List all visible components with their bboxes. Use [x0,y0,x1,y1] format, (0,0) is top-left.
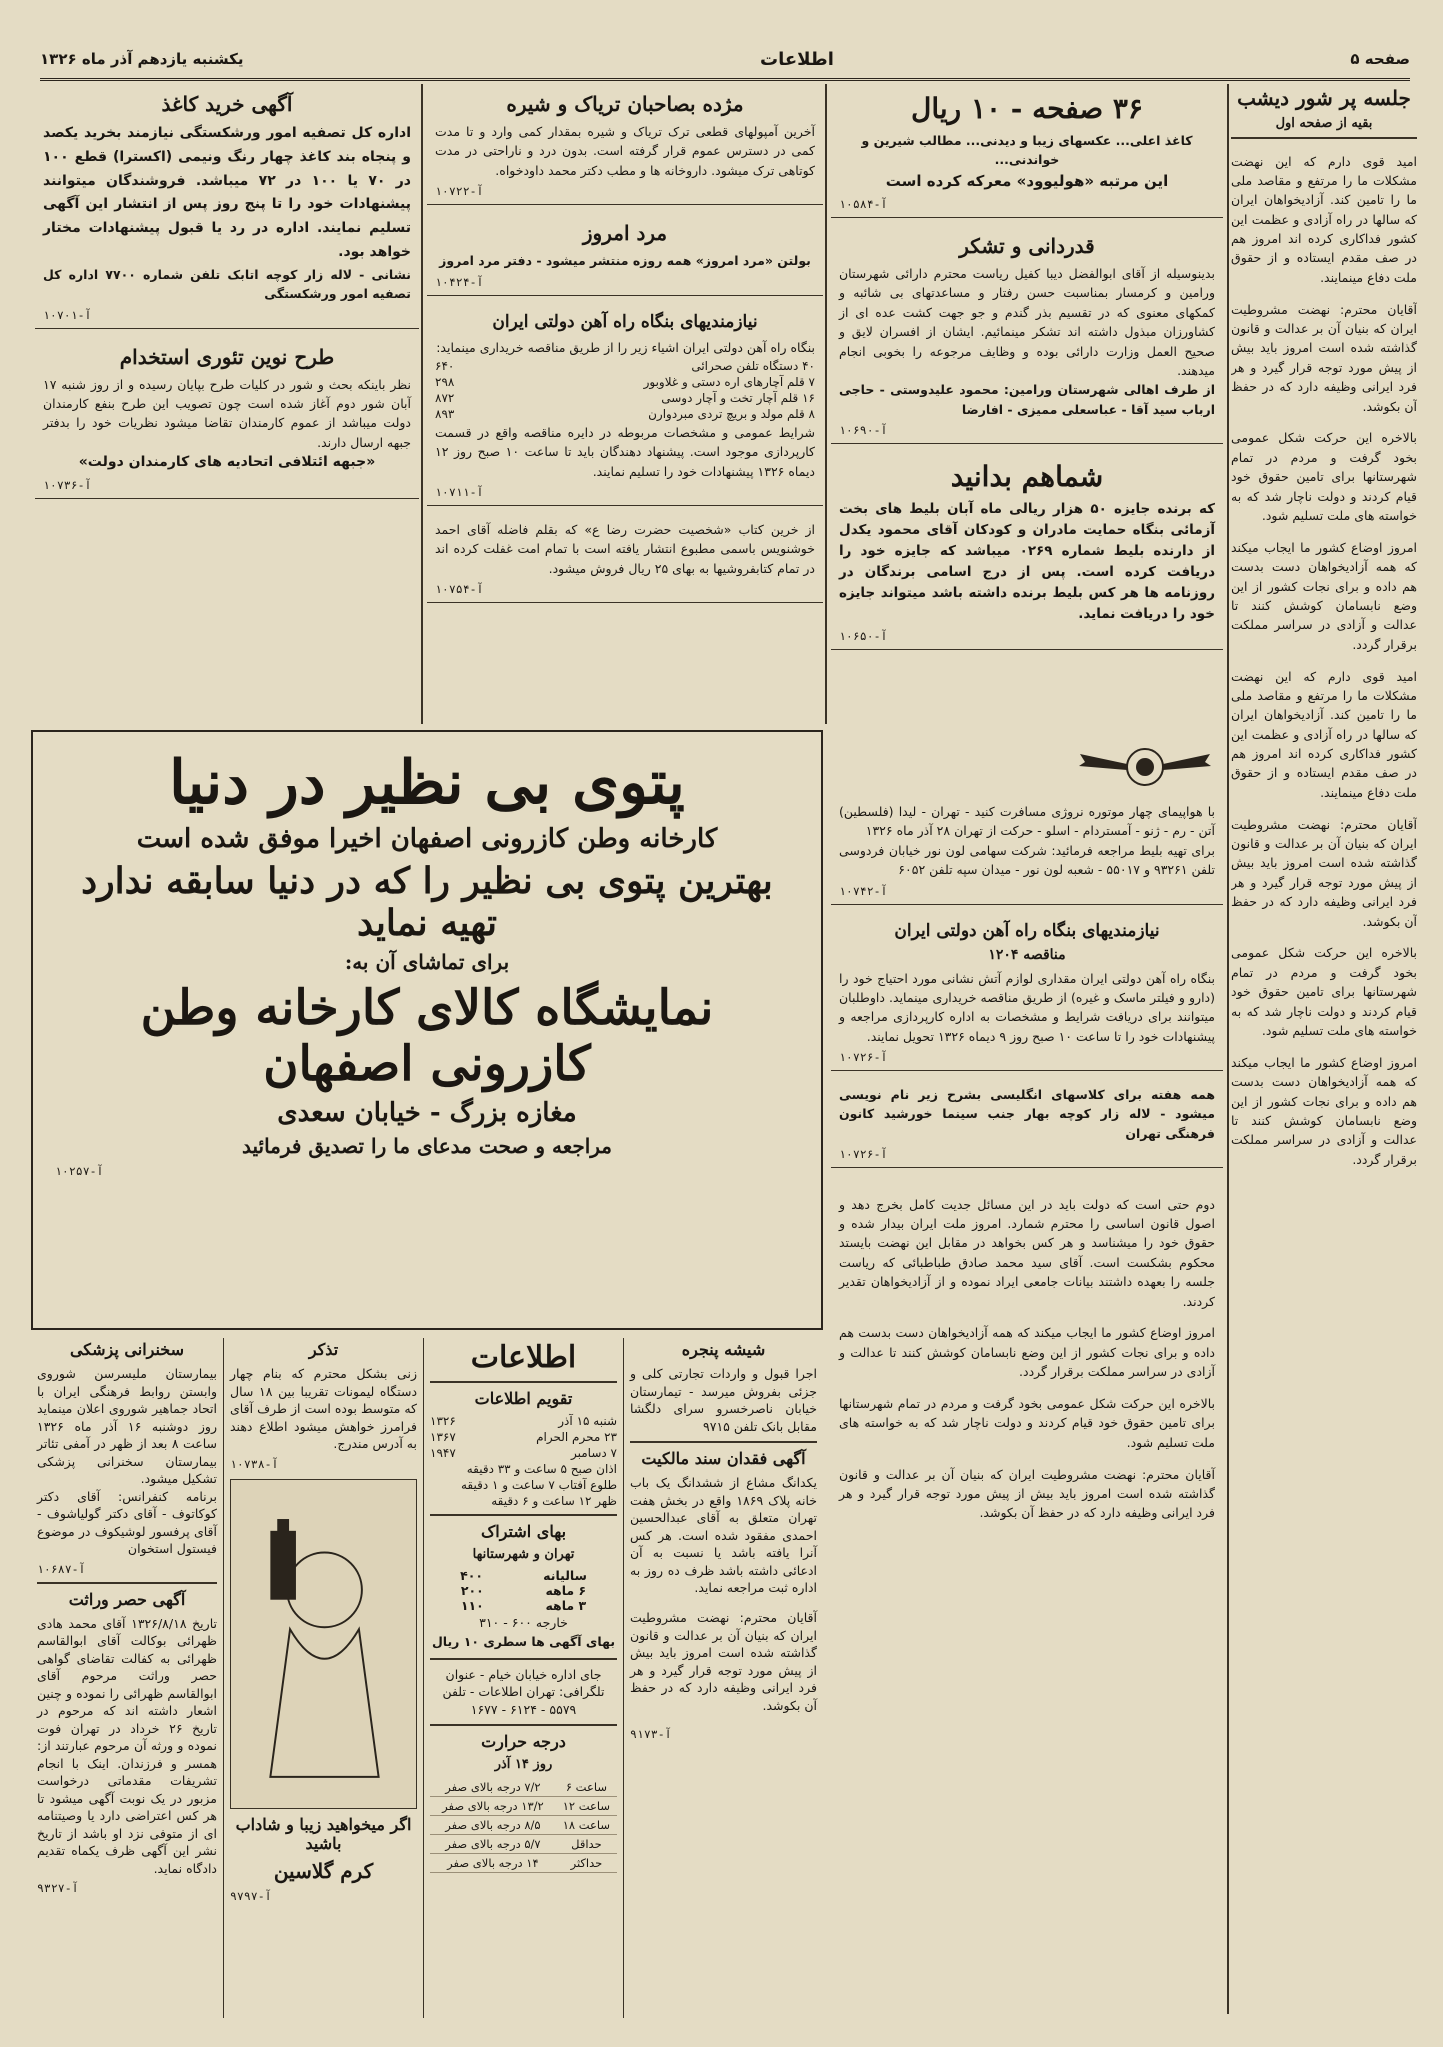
column-editorial [1231,84,1417,2014]
ad-subtitle: مناقصه ۱۲۰۴ [988,946,1066,963]
divider [37,1582,217,1584]
ad-body: که برنده جایزه ۵۰ هزار ریالی ماه آبان بلیط های بخت آزمائی بنگاه حمایت مادران و کودکان آقای محمود یکدل از دارنده بلیط شماره ۰۲۶۹ میباشد که جایزه خود را دریافت کرده است. پس از درج اسامی برندگان در روزنامه ها هر کس بلیط برنده داشته باشد میتواند جایزه خود را دریافت نماید. [839,501,1215,622]
temperature-time: حداکثر [556,1854,617,1873]
tender-item [435,375,815,389]
bottom-ads-grid [31,1338,823,2018]
subscription-price: ۱۱۰ [460,1598,484,1613]
tender-item-name: ۱۶ قلم آچار تخت و آچار دوسی [661,390,815,405]
ad-signature: «جبهه ائتلافی اتحادیه های کارمندان دولت» [78,454,376,471]
ad-body: همه هفته برای کلاسهای انگلیسی بشرح زیر نام نویسی میشود - لاله زار کوچه بهار جنب سینما خورشید کانون فرهنگی تهران [839,1087,1215,1141]
subscription-period: ۶ ماهه [545,1583,587,1598]
article-paragraph: بالاخره این حرکت شکل عمومی بخود گرفت و مردم در تمام شهرستانها برای تامین حقوق خود قیام کردند و دولت ناچار شد که به خواسته های ملت تسلیم شود. [1231,430,1417,523]
ad-title: آگهی فقدان سند مالکیت [641,1449,806,1468]
ad-ref: آ-۱۰۵۸۴ [839,197,888,211]
page-header [40,40,1410,81]
office-address: جای اداره خیابان خیام - عنوان تلگرافی: تهران اطلاعات - تلفن ۵۵۷۹ - ۶۱۲۴ - ۱۶۷۷ [442,1666,605,1717]
calendar-year: ۱۳۶۷ [430,1430,456,1444]
ad-line: کاغذ اعلی... عکسهای زیبا و دیدنی... مطالب شیرین و خواندنی... [861,133,1193,168]
cosmetic-ad-illustration [230,1479,417,1809]
tender-item-name: ۴۰ دستگاه تلفن صحرائی [691,358,815,373]
ad-airline [831,730,1223,905]
ad-ref: آ-۱۰۷۰۱ [43,307,92,322]
tender-item-name: ۷ قلم آچارهای اره دستی و غلاوبور [643,374,815,389]
subscription-prices [430,1568,617,1613]
ad-title: ۳۶ صفحه - ۱۰ ریال [911,92,1143,125]
ad-body: زنی بشکل محترم که بنام چهار دستگاه لیمونات تقریبا بین ۱۸ سال که متوسط بوده است از طرف آقای فرامرز خواهش میشود اطلاع دهند به آدرس مندرج. [230,1366,418,1451]
ad-ref: آ-۱۰۷۴۲ [839,883,888,898]
ad-title: قدردانی و تشکر [959,234,1095,258]
ad-body: شرایط عمومی و مشخصات مربوطه در دایره مناقصه واقع در قسمت کارپردازی موجود است. پیشنهاد دهندگان باید تا ساعت ۱۰ صبح روز ۱۲ دیماه ۱۳۲۶ پیشنهادات خود را تسلیم نمایند. [435,424,815,479]
ad-body: یکدانگ مشاع از ششدانگ یک باب خانه پلاک ۱۸۶۹ واقع در بخش هفت تهران متعلق به آقای عبدالحسین احمدی مفقود شده است. هر کس آنرا یافته باشد یا نسبت به آن ادعائی داشته باشد ظرف ده روز به اداره ثبت مراجعه نماید. [630,1475,817,1595]
subscription-row [430,1583,617,1598]
tender-item [435,391,815,405]
ad-contact: برای تهیه بلیط مراجعه فرمائید: شرکت سهامی لون نور خیابان فردوسی تلفن ۹۳۲۶۱ و ۵۵۰۱۷ - شعبه لون نور - میدان سپه تلفن ۶۰۵۲ [839,842,1215,878]
tender-item-qty: ۶۴۰ [435,358,455,373]
ad-body: بولتن «مرد امروز» همه روزه منتشر میشود - دفتر مرد امروز [439,253,811,269]
issue-date: یکشنبه یازدهم آذر ماه ۱۳۲۶ [40,50,244,68]
calendar-row [430,1446,617,1460]
ad-hollywood [831,84,1223,218]
ad-ref: آ-۱۰۲۵۷ [55,1164,104,1178]
airline-wings-logo [1075,742,1215,792]
calendar-row [430,1494,617,1508]
ad-ref: آ-۹۳۲۷ [37,1881,79,1895]
temperature-subtitle: روز ۱۴ آذر [494,1757,553,1773]
ad-employment-plan [35,337,419,499]
divider [430,1514,617,1516]
ad-thanks [831,226,1223,444]
tender-item-name: ۸ قلم مولد و بریچ تردی مبردوارن [648,406,815,421]
ad-title: نیازمندیهای بنگاه راه آهن دولتی ایران [492,311,758,332]
article-paragraph: بالاخره این حرکت شکل عمومی بخود گرفت و مردم در تمام شهرستانها برای تامین حقوق خود قیام کردند و دولت ناچار شد که به خواسته های ملت تسلیم شود. [1231,945,1417,1038]
ad-line: این مرتبه «هولیوود» معرکه کرده است [885,171,1169,190]
tender-items [435,359,815,421]
ad-ref: آ-۱۰۶۸۷ [37,1561,86,1576]
ad-railway-fire [831,913,1223,1072]
ettelaat-logo: اطلاعات [470,1340,577,1375]
calendar-row [430,1478,617,1492]
blanket-advertisement [31,730,823,1330]
ad-ref: آ-۱۰۷۳۶ [43,477,92,492]
bottom-col-4 [31,1338,223,2018]
temperature-title: درجه حرارت [481,1732,566,1752]
ad-mard-emrooz [427,213,823,295]
article-subtitle: بقیه از صفحه اول [1275,116,1373,131]
ad-title: مژده بصاحبان تریاک و شیره [506,92,744,116]
ad-english-class [831,1079,1223,1168]
ad-railway-tender [427,304,823,507]
tender-item [435,359,815,373]
ad-body: از خرین کتاب «شخصیت حضرت رضا ع» که بقلم فاضله آقای احمد خوشنویس باسمی مطبوع انتشار یافته است با تمام امت غفلت کرده اند در تمام کتابفروشیها به بهای ۲۵ ریال فروش میشود. [435,522,815,576]
divider [630,1441,817,1443]
ad-body: بدینوسیله از آقای ابوالفضل دیبا کفیل ریاست محترم دارائی شهرستان ورامین و کرمسار بمناسبت حسن رفتار و مساعدتهای بی شائبه و کمکهای معنوی که در تقسیم بذر گندم و جو جهت کشت عده ای از کشاورزان مبذول داشته اند تشکر مینمائیم. ایشان از افسران لایق و صحیح العمل وزارت دارائی بوده و وظایف مرجوعه را بخوبی انجام میدهند. [839,266,1215,378]
calendar-date: شنبه ۱۵ آذر [558,1414,617,1428]
page-number: صفحه ۵ [1350,50,1410,68]
ad-title: مرد امروز [582,221,668,246]
calendar-year: ۱۳۲۶ [430,1414,456,1428]
subscription-period: سالیانه [543,1568,587,1583]
article-paragraph: دوم حتی است که دولت باید در این مسائل جدیت کامل بخرج دهد و اصول قانون اساسی را محترم شمارد. امروز ملت ایران بیدار شده و حقوق خود را میشناسد و هر کس بخواهد در مقابل این نهضت بایستد محکوم بشکست است. آقای سید محمد صادق طباطبائی که ریاست جلسه را بعهده داشتند بیانات جامعی ایراد نموده و از آزادیخواهان تقدیر کردند. [839,1196,1215,1309]
temperature-table [430,1778,617,1873]
ad-body: آخرین آمپولهای قطعی ترک تریاک و شیره بمقدار کمی وارد و تا مدت کمی در دسترس عموم قرار گرفته است. بدون درد و ناراحتی در مدت کوتاهی ترک میشود. داروخانه ها و مطب دکتر محمد داودخواه. [435,124,815,178]
subscription-row [430,1568,617,1583]
ad-line: برای تماشای آن به: [344,950,510,974]
column-ads-2-lower [831,730,1223,2014]
ad-ref: آ-۹۷۹۷ [230,1888,272,1903]
ad-ref: آ-۱۰۷۲۶ [839,1050,888,1064]
divider [1231,137,1417,139]
ad-ref: آ-۱۰۶۹۰ [839,423,888,437]
column-rule [421,84,423,724]
ad-body: بنگاه راه آهن دولتی ایران اشیاء زیر را از طریق مناقصه خریداری مینماید: [436,339,815,355]
ad-ref: آ-۱۰۷۲۲ [435,184,484,199]
temperature-row [430,1835,617,1854]
ad-opium-cure [427,84,823,205]
calendar-date: اذان صبح ۵ ساعت و ۳۳ دقیقه [466,1462,617,1476]
temperature-value: ۱۴ درجه بالای صفر [430,1854,556,1873]
article-paragraph: آقایان محترم: نهضت مشروطیت ایران که بنیان آن بر عدالت و قانون گذاشته شده است امروز باید بیش از پیش مورد توجه قرار گیرد و هر فرد ایرانی وظیفه دارد که در حفظ آن بکوشد. [1231,816,1417,929]
ad-line: بهترین پتوی بی نظیر را که در دنیا سابقه ندارد تهیه نماید [81,860,773,944]
ad-title: تذکر [308,1340,339,1359]
ad-body: بیمارستان ملیسرسن شوروی وابستن روابط فرهنگی ایران با اتحاد جماهیر شوروی اعلان مینماید روز دوشنبه ۱۶ آذر ماه ۱۳۲۶ ساعت ۸ بعد از ظهر در آمفی تئاتر بیمارستان سخنرانی پزشکی تشکیل میشود. [37,1366,217,1486]
article-paragraph: آقایان محترم: نهضت مشروطیت ایران که بنیان آن بر عدالت و قانون گذاشته شده است امروز باید بیش از پیش مورد توجه قرار گیرد و هر فرد ایرانی وظیفه دارد که در حفظ آن بکوشد. [1231,301,1417,414]
ad-price: بهای آگهی ها سطری ۱۰ ریال [431,1634,616,1650]
ad-body: بنگاه راه آهن دولتی ایران مقداری لوازم آتش نشانی مورد احتیاج خود را (دارو و فیلتر ماسک و غیره) از طریق مناقصه خریداری مینماید. داوطلبان میتوانند برای دریافت شرایط و مشخصات به اداره کارپردازی مراجعه و پیشنهادات خود را تا ساعت ۱۰ صبح روز ۹ دیماه ۱۳۲۶ تحویل نمایند. [839,970,1215,1044]
calendar-row [430,1430,617,1444]
column-rule [825,84,827,724]
bottom-col-2 [423,1338,623,2018]
temperature-value: ۱۳/۲ درجه بالای صفر [430,1797,556,1816]
tender-item-qty: ۸۷۲ [435,390,455,405]
article-paragraph: امروز اوضاع کشور ما ایجاب میکند که همه آزادیخواهان دست بدست هم داده و برای نجات کشور از این وضع نابسامان کوشش کنند تا عدالت و آزادی در سراسر مملکت برقرار گردد. [1231,539,1417,652]
article-continued [831,1176,1223,1541]
ad-signature: از طرف اهالی شهرستان ورامین: محمود علیدوستی - حاجی ارباب سید آقا - عباسعلی ممیزی - افارضا [839,382,1215,417]
ad-title: آگهی خرید کاغذ [161,92,293,116]
calendar-date: ظهر ۱۲ ساعت و ۶ دقیقه [491,1494,617,1508]
tender-item-qty: ۲۹۸ [435,374,455,389]
ad-ref: آ-۹۱۷۳ [630,1726,672,1741]
temperature-row [430,1778,617,1797]
ad-body: اداره کل تصفیه امور ورشکستگی نیازمند بخرید یکصد و پنجاه بند کاغذ چهار رنگ ونیمی (اکسترا) قطع ۱۰۰ در ۷۰ یا ۱۰۰ در ۷۲ میباشد. فروشندگان میتوانند پیشنهادات خود را تا پنج روز پس از انتشار این آگهی تسلیم نمایند. اداره در رد یا قبول پیشنهادات مختار خواهد بود. [43,125,411,260]
ad-paper-purchase [35,84,419,329]
ad-ref: آ-۱۰۴۲۴ [435,274,484,289]
subscription-title: بهای اشتراک [480,1522,567,1541]
ad-ref: آ-۱۰۷۳۸ [230,1456,279,1471]
ad-program: برنامه کنفرانس: آقای دکتر کوکاتوف - آقای دکتر گولیاشوف - آقای پرفسور لوشیکوف در موضوع فیستول استخوان [37,1488,217,1556]
ad-lottery [831,452,1223,650]
cosmetic-slogan: اگر میخواهید زیبا و شاداب باشید [235,1814,412,1853]
article-paragraph: آقایان محترم: نهضت مشروطیت ایران که بنیان آن بر عدالت و قانون گذاشته شده است امروز باید بیش از پیش مورد توجه قرار گیرد و هر فرد ایرانی وظیفه دارد که در حفظ آن بکوشد. [630,1610,817,1713]
calendar-title: تقویم اطلاعات [474,1389,573,1408]
calendar-year: ۱۹۴۷ [430,1446,456,1460]
tender-item-qty: ۸۹۳ [435,406,455,421]
ad-address: نشانی - لاله زار کوچه اتابک تلفن شماره ۷۷۰۰ اداره کل تصفیه امور ورشکستگی [43,266,411,302]
article-paragraph: امروز اوضاع کشور ما ایجاب میکند که همه آزادیخواهان دست بدست هم داده و برای نجات کشور از این وضع نابسامان کوشش کنند تا عدالت و آزادی در سراسر مملکت برقرار گردد. [1231,1054,1417,1167]
ad-title: نیازمندیهای بنگاه راه آهن دولتی ایران [894,920,1160,941]
ad-title: شیشه پنجره [681,1340,766,1359]
subscription-row [430,1598,617,1613]
calendar-date: طلوع آفتاب ۷ ساعت و ۱ دقیقه [461,1478,617,1492]
ad-title: آگهی حصر وراثت [68,1589,186,1609]
temperature-row [430,1816,617,1835]
temperature-time: حداقل [556,1835,617,1854]
subscription-price: ۴۰۰ [460,1568,483,1583]
temperature-time: ساعت ۱۲ [556,1797,617,1816]
ad-body: نظر باینکه بحث و شور در کلیات طرح بپایان رسیده و از روز شنبه ۱۷ آبان شور دوم آغاز شده است چون تصویب این طرح بنفع کارمندان دولت میباشد از عموم کارمندان تقاضا میشود نظریات خود را بدفتر جبهه ارسال دارند. [43,376,411,450]
bottom-col-3 [223,1338,423,2018]
temperature-time: ساعت ۱۸ [556,1816,617,1835]
cosmetic-brand: کرم گلاسین [273,1858,374,1883]
article-paragraph: امید قوی دارم که این نهضت مشکلات ما را مرتفع و مقاصد ملی ما را تامین کند. آزادیخواهان ایران که سالها در راه آزادی و عظمت این کشور فداکاری کرده اند امروز هم در صف مقدم ایستاده و از حقوق ملت دفاع مینمایند. [1231,668,1417,800]
divider [430,1381,617,1383]
tender-item [435,407,815,421]
column-rule [1227,84,1229,2014]
ad-ref: آ-۱۰۶۵۰ [839,628,888,643]
article-paragraph: بالاخره این حرکت شکل عمومی بخود گرفت و مردم در تمام شهرستانها برای تامین حقوق خود قیام کردند و دولت ناچار شد که به خواسته های ملت تسلیم شود. [839,1396,1215,1450]
masthead: اطلاعات [760,48,834,70]
subscription-price: ۲۰۰ [460,1583,484,1598]
article-paragraph: امروز اوضاع کشور ما ایجاب میکند که همه آزادیخواهان دست بدست هم داده و برای نجات کشور از این وضع نابسامان کوشش کنند تا عدالت و آزادی در سراسر مملکت برقرار گردد. [839,1325,1215,1380]
ad-line: نمایشگاه کالای کارخانه وطن کازرونی اصفهان [140,980,714,1092]
ad-body: تاریخ ۱۳۲۶/۸/۱۸ آقای محمد هادی ظهرائی بوکالت آقای ابوالقاسم ظهرائی به کفالت تقاضای گواهی حصر وراثت مرحوم آقای ابوالقاسم ظهرائی را نموده و چنین اشعار داشته اند که مرحوم در تاریخ ۲۶ خرداد در تهران فوت نموده و ورثه آن مرحوم عبارتند از: همسر و فرزندان. اینک با انجام تشریفات مقدماتی درخواست مزبور در یک نوبت آگهی میشود تا هر کس اعتراضی دارد یا وصیتنامه ای از متوفی نزد او باشد از تاریخ نشر این آگهی ظرف یکماه تقدیم دادگاه نماید. [37,1615,217,1876]
divider [430,1724,617,1726]
article-paragraph: آقایان محترم: نهضت مشروطیت ایران که بنیان آن بر عدالت و قانون گذاشته شده است امروز باید بیش از پیش مورد توجه قرار گیرد و هر فرد ایرانی وظیفه دارد که در حفظ آن بکوشد. [839,1466,1215,1521]
calendar-date: ۷ دسامبر [571,1446,617,1460]
temperature-time: ساعت ۶ [556,1778,617,1797]
ad-ref: آ-۱۰۷۱۱ [435,485,484,499]
woman-with-bottle-image [231,1480,416,1808]
temperature-row [430,1797,617,1816]
ad-ref: آ-۱۰۷۲۶ [839,1147,888,1162]
ad-headline: پتوی بی نظیر در دنیا [169,748,685,818]
temperature-value: ۸/۵ درجه بالای صفر [430,1816,556,1835]
temperature-value: ۷/۲ درجه بالای صفر [430,1778,556,1797]
ad-line: مغازه بزرگ - خیابان سعدی [277,1098,577,1128]
bottom-col-1 [623,1338,823,2018]
ad-title: طرح نوین تئوری استخدام [119,344,335,369]
temperature-value: ۵/۷ درجه بالای صفر [430,1835,556,1854]
foreign-price: خارجه ۶۰۰ - ۳۱۰ [479,1615,568,1630]
calendar [430,1414,617,1508]
ad-body: با هواپیمای چهار موتوره نروژی مسافرت کنید - تهران - لیدا (فلسطین) آتن - رم - ژنو - آمستردام - اسلو - حرکت از تهران ۲۸ آذر ماه ۱۳۲۶ [839,804,1215,839]
ad-line: کارخانه وطن کازرونی اصفهان اخیرا موفق شده است [136,824,718,854]
subscription-subtitle: تهران و شهرستانها [472,1547,575,1562]
calendar-date: ۲۳ محرم الحرام [536,1430,617,1444]
ad-book [427,514,823,603]
article-title: جلسه پر شور دیشب [1237,86,1411,110]
article-paragraph: امید قوی دارم که این نهضت مشکلات ما را مرتفع و مقاصد ملی ما را تامین کند. آزادیخواهان ایران که سالها در راه آزادی و عظمت این کشور فداکاری کرده اند امروز هم در صف مقدم ایستاده و از حقوق ملت دفاع مینمایند. [1231,153,1417,285]
ad-line: مراجعه و صحت مدعای ما را تصدیق فرمائید [241,1134,613,1158]
ad-title: شماهم بدانید [950,460,1104,493]
ad-body: اجرا قبول و واردات تجارتی کلی و جزئی بفروش میرسد - تیمارستان خیابان ناصرخسرو سرای دلگشا مقابل بانک تلفن ۹۷۱۵ [630,1366,817,1434]
divider [430,1658,617,1660]
calendar-row [430,1462,617,1476]
temperature-row [430,1854,617,1873]
ad-title: سخنرانی پزشکی [69,1340,185,1359]
ad-ref: آ-۱۰۷۵۴ [435,582,484,597]
subscription-period: ۳ ماهه [545,1598,587,1613]
calendar-row [430,1414,617,1428]
